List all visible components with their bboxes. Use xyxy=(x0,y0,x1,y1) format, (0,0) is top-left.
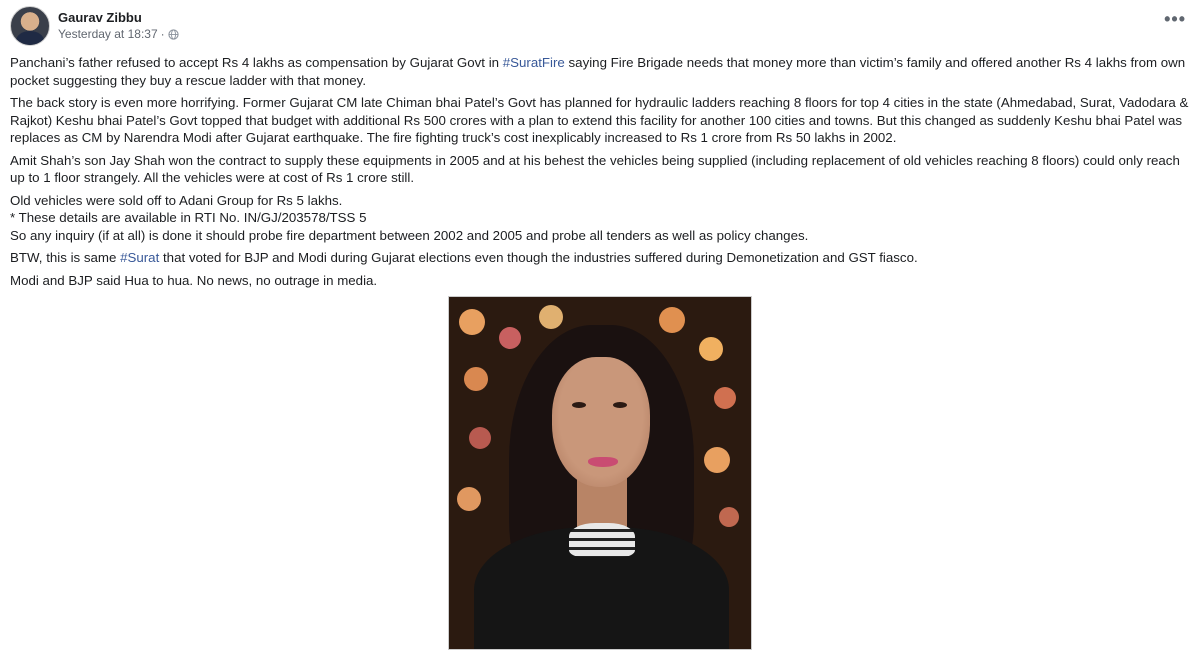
more-options-icon[interactable]: ••• xyxy=(1164,9,1186,29)
portrait-collar xyxy=(569,523,635,557)
paragraph-closing: Modi and BJP said Hua to hua. No news, no outrage in media. xyxy=(10,272,378,288)
post-body xyxy=(10,54,1190,294)
portrait-eye-left xyxy=(572,402,586,408)
post-header xyxy=(10,6,179,46)
portrait-lips xyxy=(588,457,618,467)
avatar[interactable] xyxy=(10,6,50,46)
portrait-eye-right xyxy=(613,402,627,408)
author-name[interactable]: Gaurav Zibbu xyxy=(58,10,142,25)
bokeh-light xyxy=(719,507,739,527)
bokeh-light xyxy=(499,327,521,349)
bokeh-light xyxy=(714,387,736,409)
post-timestamp[interactable]: Yesterday at 18:37 xyxy=(58,27,158,41)
paragraph-text: Panchani’s father refused to accept Rs 4 lakhs as compensation by Gujarat Govt in xyxy=(10,55,503,70)
hashtag-suratfire-link[interactable]: #SuratFire xyxy=(502,55,565,70)
bokeh-light xyxy=(459,309,485,335)
post-meta xyxy=(58,10,179,42)
bokeh-light xyxy=(659,307,685,333)
rti-line-3: So any inquiry (if at all) is done it should probe fire department between 2002 and 2005 and probe all tenders as well as policy changes. xyxy=(10,227,809,243)
rti-line-1: Old vehicles were sold off to Adani Group for Rs 5 lakhs. xyxy=(10,192,343,208)
bokeh-light xyxy=(539,305,563,329)
rti-line-2: * These details are available in RTI No. IN/GJ/203578/TSS 5 xyxy=(10,210,367,225)
paragraph-rti xyxy=(10,192,1190,245)
portrait-face xyxy=(552,357,650,487)
post-photo[interactable] xyxy=(448,296,752,650)
hashtag-surat-link[interactable]: #Surat xyxy=(120,250,160,265)
bokeh-light xyxy=(469,427,491,449)
paragraph-text: that voted for BJP and Modi during Gujarat elections even though the industries suffered during Demonetization and GST fiasco. xyxy=(159,250,918,265)
paragraph-compensation xyxy=(10,54,1190,89)
separator-dot: · xyxy=(160,27,165,41)
globe-icon[interactable] xyxy=(168,29,179,40)
post-timeline xyxy=(58,26,179,42)
paragraph-contract: Amit Shah’s son Jay Shah won the contract to supply these equipments in 2005 and at his behest the vehicles being supplied (including replacement of old vehicles reaching 8 floors) could only reach up to 1 floor strangely. All the vehicles were at cost of Rs 1 crore still. xyxy=(10,152,1180,185)
bokeh-light xyxy=(464,367,488,391)
avatar-figure xyxy=(16,31,44,46)
bokeh-light xyxy=(699,337,723,361)
bokeh-light xyxy=(457,487,481,511)
bokeh-light xyxy=(704,447,730,473)
paragraph-btw xyxy=(10,249,1190,267)
paragraph-text: BTW, this is same xyxy=(10,250,121,265)
paragraph-text: saying Fire Brigade needs that money more than victim’s family and offered another Rs 4 lakhs from own pocket suggesting they buy a rescue ladder with that money. xyxy=(10,55,1186,88)
paragraph-back-story: The back story is even more horrifying. Former Gujarat CM late Chiman bhai Patel’s Govt has planned for hydraulic ladders reaching 8 floors for top 4 cities in the state (Ahmedabad, Surat, Vadodara & Rajkot) Keshu bhai Patel’s Govt topped that budget with additional Rs 500 crores with a plan to extend this facility for another 100 cities and towns. But this changed as suddenly Keshu bhai Patel was replaces as CM by Narendra Modi after Gujarat earthquake. The fire fighting truck’s cost inexplicably increased to Rs 1 crore from Rs 50 lakhs in 2002. xyxy=(10,95,1189,145)
